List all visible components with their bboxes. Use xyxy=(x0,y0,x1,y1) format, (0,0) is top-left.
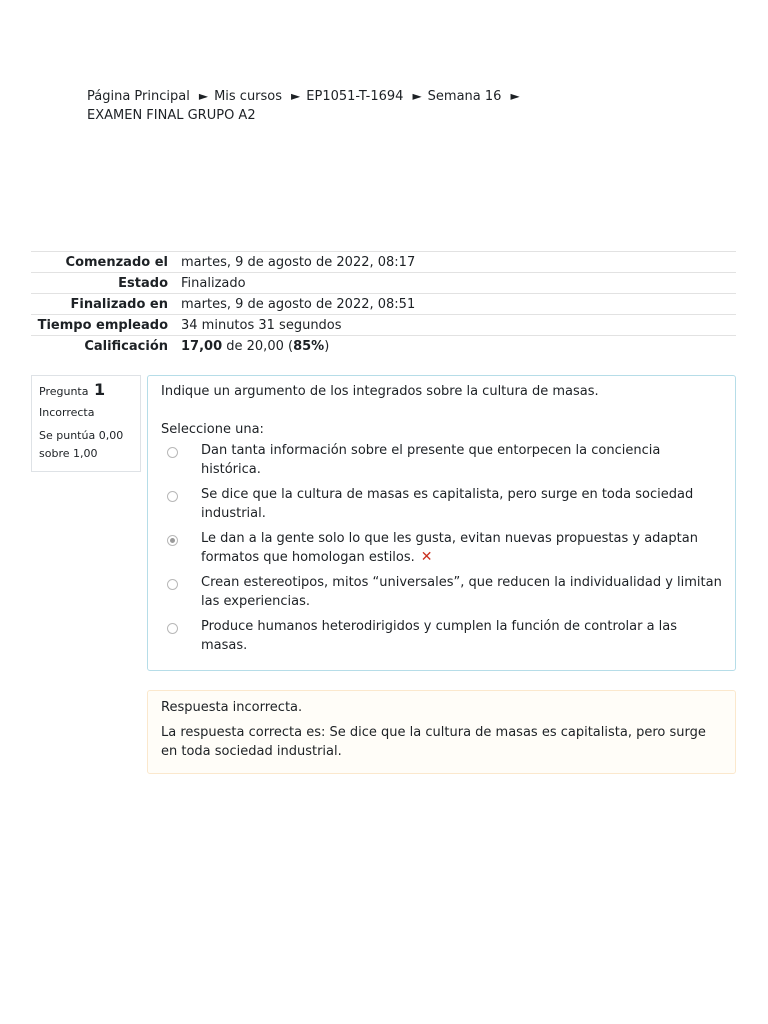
answer-option-selected[interactable] xyxy=(161,529,722,567)
summary-row-finished xyxy=(31,293,736,314)
answer-text: Le dan a la gente solo lo que les gusta, evitan nuevas propuestas y adaptan formatos que homologan estilos. xyxy=(201,531,698,565)
question-state: Incorrecta xyxy=(39,406,95,419)
answer-option[interactable] xyxy=(161,441,722,479)
answer-text-wrap xyxy=(185,529,722,567)
feedback-correct-answer: La respuesta correcta es: Se dice que la cultura de masas es capitalista, pero surge en toda sociedad industrial. xyxy=(161,725,706,759)
feedback-result: Respuesta incorrecta. xyxy=(161,700,303,715)
breadcrumb-my-courses[interactable]: Mis cursos xyxy=(214,89,283,104)
answer-option[interactable] xyxy=(161,617,722,655)
question-text: Indique un argumento de los integrados sobre la cultura de masas. xyxy=(161,384,599,399)
answer-option[interactable] xyxy=(161,573,722,611)
radio-button-checked[interactable] xyxy=(167,535,178,546)
attempt-summary-table xyxy=(31,251,736,356)
grade-percent: 85% xyxy=(293,338,325,354)
question-feedback xyxy=(147,690,736,774)
summary-label: Tiempo empleado xyxy=(37,317,168,333)
grade-close: ) xyxy=(324,338,330,354)
question-number-value: 1 xyxy=(93,380,106,399)
breadcrumb-separator: ► xyxy=(412,89,422,103)
summary-value: Finalizado xyxy=(181,275,246,291)
summary-label: Estado xyxy=(118,275,168,291)
breadcrumb xyxy=(87,87,607,125)
question-grade: Se puntúa 0,00 sobre 1,00 xyxy=(39,429,124,460)
summary-row-started xyxy=(31,251,736,272)
answer-text: Se dice que la cultura de masas es capitalista, pero surge en toda sociedad industrial. xyxy=(201,487,694,521)
breadcrumb-week[interactable]: Semana 16 xyxy=(427,89,502,104)
grade-out-of: de 20,00 ( xyxy=(222,338,294,354)
breadcrumb-home[interactable]: Página Principal xyxy=(87,89,190,104)
breadcrumb-separator: ► xyxy=(198,89,209,103)
summary-value: martes, 9 de agosto de 2022, 08:17 xyxy=(181,254,416,270)
summary-value xyxy=(181,339,736,354)
incorrect-icon: ✕ xyxy=(420,549,433,565)
breadcrumb-separator: ► xyxy=(291,89,301,103)
radio-button[interactable] xyxy=(167,579,178,590)
answer-text: Dan tanta información sobre el presente que entorpecen la conciencia histórica. xyxy=(201,443,661,477)
question-label: Pregunta xyxy=(39,385,89,398)
breadcrumb-course[interactable]: EP1051-T-1694 xyxy=(306,89,404,104)
breadcrumb-exam[interactable]: EXAMEN FINAL GRUPO A2 xyxy=(87,108,256,123)
summary-label: Calificación xyxy=(84,338,168,354)
question-info-box xyxy=(31,375,141,472)
grade-score: 17,00 xyxy=(181,338,223,354)
summary-row-time-taken xyxy=(31,314,736,335)
summary-row-state xyxy=(31,272,736,293)
summary-row-grade xyxy=(31,335,736,356)
breadcrumb-separator: ► xyxy=(510,89,520,103)
question-formulation xyxy=(147,375,736,671)
summary-label: Finalizado en xyxy=(70,296,168,312)
answer-text: Crean estereotipos, mitos “universales”, que reducen la individualidad y limitan las experiencias. xyxy=(201,575,722,609)
summary-value: martes, 9 de agosto de 2022, 08:51 xyxy=(181,296,416,312)
radio-button[interactable] xyxy=(167,447,178,458)
summary-value: 34 minutos 31 segundos xyxy=(181,317,342,333)
answer-text: Produce humanos heterodirigidos y cumplen la función de controlar a las masas. xyxy=(201,619,678,653)
radio-button[interactable] xyxy=(167,623,178,634)
summary-label: Comenzado el xyxy=(65,254,168,270)
answer-option[interactable] xyxy=(161,485,722,523)
radio-button[interactable] xyxy=(167,491,178,502)
answer-prompt: Seleccione una: xyxy=(161,422,264,437)
question-number xyxy=(39,381,133,401)
